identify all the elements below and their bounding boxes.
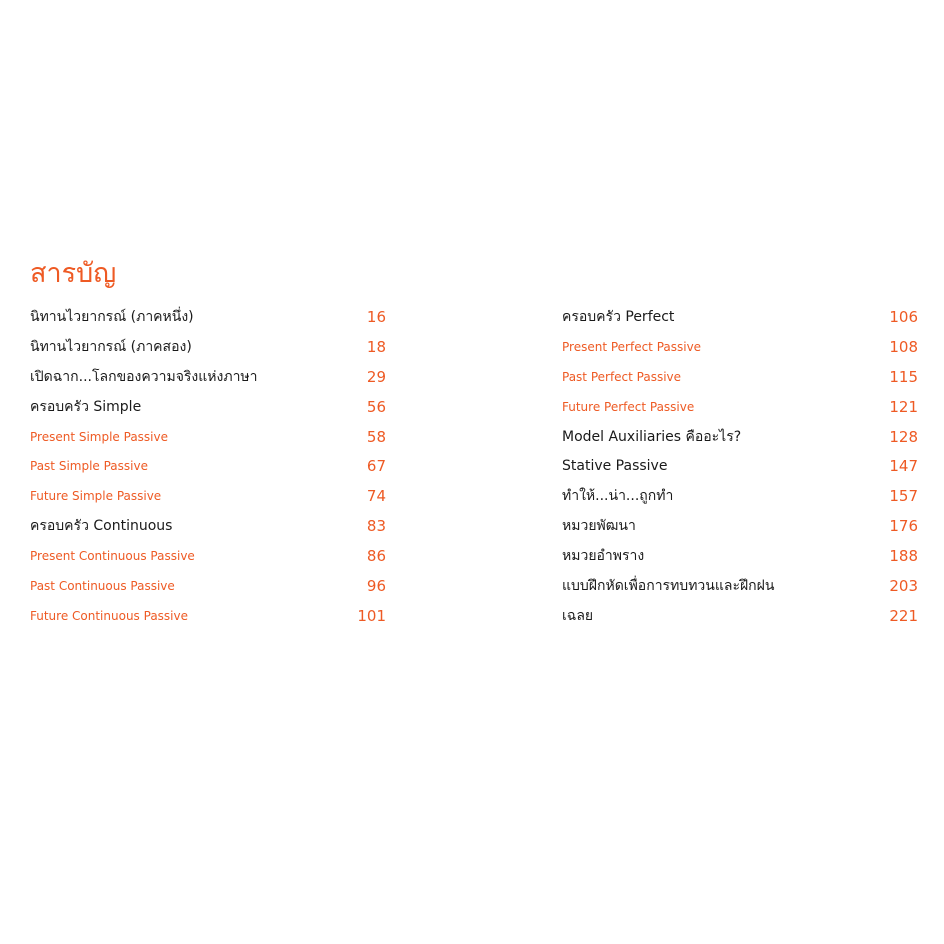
toc-subentry[interactable]: [30, 541, 386, 571]
toc-subentry-page: 108: [889, 337, 918, 356]
toc-subentry-label: Future Perfect Passive: [562, 399, 695, 414]
toc-entry[interactable]: [562, 422, 918, 452]
toc-subentry[interactable]: [562, 362, 918, 392]
toc-entry-label: หมวยอำพราง: [562, 548, 645, 565]
toc-subentry-page: 101: [357, 606, 386, 625]
toc-subentry[interactable]: [30, 601, 386, 631]
toc-entry[interactable]: [562, 601, 918, 631]
toc-subentry-page: 121: [889, 397, 918, 416]
toc-subentry[interactable]: [30, 481, 386, 511]
toc-entry-label: Model Auxiliaries คืออะไร?: [562, 428, 742, 445]
toc-entry[interactable]: [562, 541, 918, 571]
toc-subentry[interactable]: [30, 451, 386, 481]
toc-entry-label: นิทานไวยากรณ์ (ภาคสอง): [30, 338, 192, 355]
toc-subentry-page: 74: [366, 487, 386, 506]
toc-entry-label: เฉลย: [562, 607, 594, 624]
toc-entry-label: เปิดฉาก...โลกของความจริงแห่งภาษา: [30, 368, 258, 385]
toc-subentry-label: Present Simple Passive: [30, 429, 168, 444]
toc-subentry-page: 58: [366, 427, 386, 446]
toc-entry[interactable]: [30, 511, 386, 541]
toc-entry-page: 147: [889, 457, 918, 476]
toc-subentry-page: 115: [889, 367, 918, 386]
toc-entry-page: 29: [366, 367, 386, 386]
toc-entry-page: 18: [366, 337, 386, 356]
toc-entry-page: 56: [366, 397, 386, 416]
toc-entry-page: 176: [889, 517, 918, 536]
toc-entry-label: ทำให้...น่า...ถูกทำ: [562, 488, 674, 505]
toc-subentry-page: 86: [366, 547, 386, 566]
toc-entry-page: 221: [889, 606, 918, 625]
toc-entry-page: 106: [889, 307, 918, 326]
toc-entry-page: 203: [889, 576, 918, 595]
toc-subentry-label: Past Perfect Passive: [562, 369, 682, 384]
toc-subentry[interactable]: [562, 392, 918, 422]
toc-entry-label: Stative Passive: [562, 458, 668, 475]
toc-subentry-label: Present Continuous Passive: [30, 549, 195, 564]
toc-subentry-page: 96: [366, 576, 386, 595]
toc-entry[interactable]: [562, 511, 918, 541]
toc-entry-label: ครอบครัว Perfect: [562, 308, 675, 325]
toc-entry-page: 188: [889, 547, 918, 566]
toc-entry-label: แบบฝึกหัดเพื่อการทบทวนและฝึกฝน: [562, 577, 775, 594]
toc-subentry-label: Past Continuous Passive: [30, 578, 175, 593]
toc-entry-page: 83: [366, 517, 386, 536]
toc-subentry-label: Past Simple Passive: [30, 459, 148, 474]
toc-entry[interactable]: [30, 302, 386, 332]
toc-entry[interactable]: [562, 451, 918, 481]
toc-entry[interactable]: [562, 302, 918, 332]
toc-entry-page: 16: [366, 307, 386, 326]
toc-subentry-label: Future Continuous Passive: [30, 608, 188, 623]
toc-entry-label: นิทานไวยากรณ์ (ภาคหนึ่ง): [30, 308, 194, 325]
toc-subentry-label: Future Simple Passive: [30, 489, 162, 504]
toc-subentry[interactable]: [30, 422, 386, 452]
toc-subentry-label: Present Perfect Passive: [562, 339, 702, 354]
toc-entry-label: ครอบครัว Simple: [30, 398, 142, 415]
toc-entry-page: 128: [889, 427, 918, 446]
toc-entry[interactable]: [30, 332, 386, 362]
toc-subentry[interactable]: [30, 571, 386, 601]
toc-subentry-page: 67: [366, 457, 386, 476]
toc-left-column: [30, 302, 386, 631]
page-title: สารบัญ: [30, 258, 117, 290]
toc-entry[interactable]: [30, 362, 386, 392]
toc-entry-label: ครอบครัว Continuous: [30, 518, 173, 535]
toc-subentry[interactable]: [562, 332, 918, 362]
toc-entry[interactable]: [562, 481, 918, 511]
toc-entry[interactable]: [30, 392, 386, 422]
toc-entry-page: 157: [889, 487, 918, 506]
toc-entry[interactable]: [562, 571, 918, 601]
toc-entry-label: หมวยพัฒนา: [562, 518, 636, 535]
toc-right-column: [562, 302, 918, 631]
